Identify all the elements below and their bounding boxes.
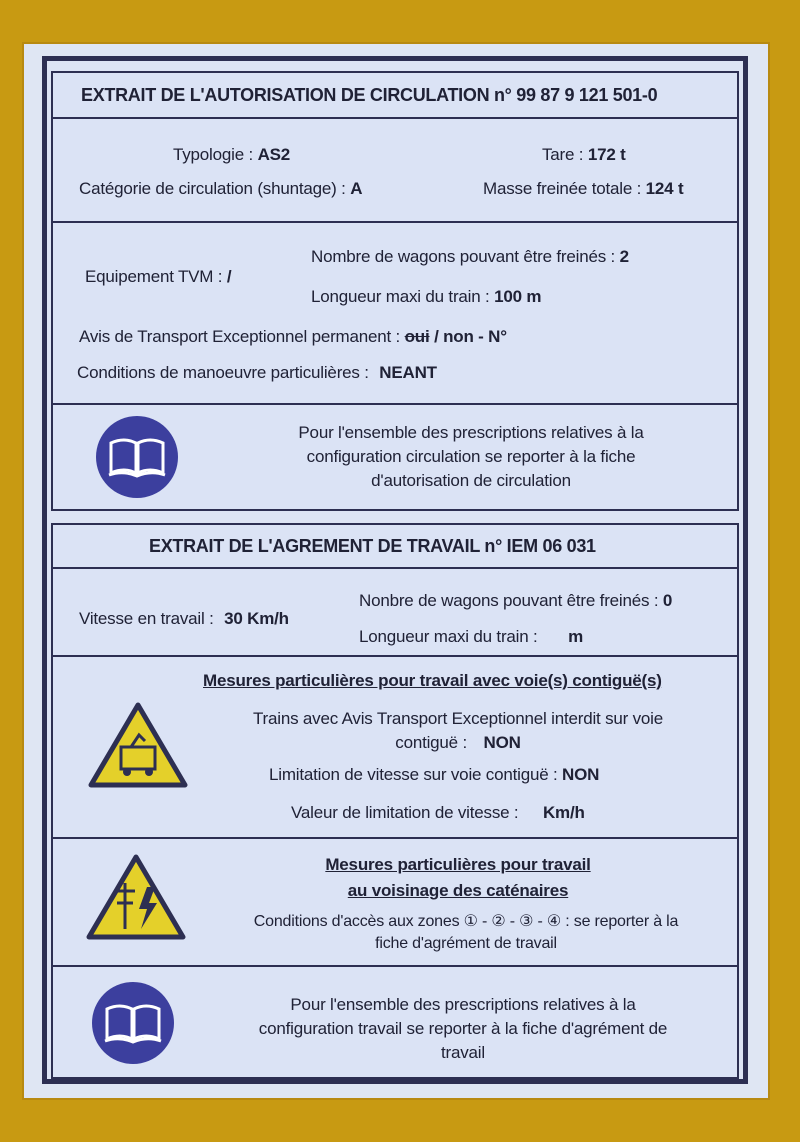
mesures-voie-contigue [51, 655, 739, 839]
equipement-info [51, 221, 739, 405]
trains-line2-value: NON [483, 733, 521, 752]
conditions-label: Conditions de manoeuvre particulières : [77, 363, 369, 382]
avis-oui: oui [404, 327, 430, 346]
catenaires-title1: Mesures particulières pour travail [325, 855, 591, 874]
typologie-row [173, 145, 290, 165]
vitesse-value: 30 Km/h [224, 609, 289, 628]
sign-plate [22, 42, 770, 1100]
travail-wagons-label: Nonbre de wagons pouvant être freinés : [359, 591, 659, 610]
catenaires-title2: au voisinage des caténaires [347, 881, 569, 900]
acces-line1: Conditions d'accès aux zones ① - ② - ③ - ④ : se reporter à la [253, 913, 679, 930]
categorie-label: Catégorie de circulation (shuntage) : [79, 179, 346, 198]
travail-wagons-row [359, 591, 672, 611]
avis-row [79, 327, 507, 347]
mesures-catenaires [51, 837, 739, 967]
longueur-value: 100 m [494, 287, 542, 306]
masse-value: 124 t [645, 179, 684, 198]
circulation-header [51, 71, 739, 119]
travail-note-line1: Pour l'ensemble des prescriptions relatives à la [290, 995, 636, 1014]
circulation-note-line3: d'autorisation de circulation [371, 471, 571, 490]
valeur-label: Valeur de limitation de vitesse : [291, 803, 519, 822]
longueur-label: Longueur maxi du train : [311, 287, 490, 306]
trains-line1: Trains avec Avis Transport Exceptionnel interdit sur voie [252, 709, 664, 728]
travail-note [51, 965, 739, 1079]
wagons-label: Nombre de wagons pouvant être freinés : [311, 247, 616, 266]
wagons-row [311, 247, 629, 267]
limitation-row [269, 765, 599, 785]
circulation-note-line2: configuration circulation se reporter à la fiche [306, 447, 636, 466]
travail-longueur-label: Longueur maxi du train : [359, 627, 538, 646]
trains-line2 [203, 733, 713, 753]
manual-icon [91, 981, 175, 1065]
trains-line2-label: contiguë : [395, 733, 467, 752]
circulation-note-line1: Pour l'ensemble des prescriptions relatives à la [298, 423, 644, 442]
valeur-row [291, 803, 585, 823]
conditions-row [77, 363, 437, 383]
travail-info [51, 567, 739, 657]
conditions-value: NEANT [379, 363, 437, 382]
tare-row [542, 145, 626, 165]
vitesse-row [79, 609, 289, 629]
avis-label: Avis de Transport Exceptionnel permanent : [79, 327, 401, 346]
travail-note-line3: travail [441, 1043, 485, 1062]
circulation-info [51, 117, 739, 223]
travail-header [51, 523, 739, 569]
manual-icon [95, 415, 179, 499]
limitation-label: Limitation de vitesse sur voie contiguë : [269, 765, 558, 784]
warning-track-icon [87, 701, 189, 789]
avis-rest: / non - N° [434, 327, 507, 346]
travail-longueur-row [359, 627, 583, 647]
circulation-note [51, 403, 739, 511]
acces-line2: fiche d'agrément de travail [375, 935, 557, 952]
travail-note-line2: configuration travail se reporter à la fiche d'agrément de [258, 1019, 668, 1038]
wagons-value: 2 [619, 247, 629, 266]
travail-wagons-value: 0 [662, 591, 673, 610]
tvm-label: Equipement TVM : [85, 267, 223, 286]
valeur-value: Km/h [542, 803, 585, 822]
categorie-value: A [350, 179, 363, 198]
sign-frame [42, 56, 748, 1084]
circulation-title: EXTRAIT DE L'AUTORISATION DE CIRCULATION n° 99 87 9 121 501-0 [81, 85, 658, 105]
limitation-value: NON [562, 765, 600, 784]
travail-longueur-value: m [568, 627, 583, 646]
typologie-label: Typologie : [173, 145, 254, 164]
longueur-row [311, 287, 541, 307]
travail-title: EXTRAIT DE L'AGREMENT DE TRAVAIL n° IEM 06 031 [149, 536, 596, 556]
vitesse-label: Vitesse en travail : [79, 609, 214, 628]
mesures-voie-title: Mesures particulières pour travail avec voie(s) contiguë(s) [203, 671, 662, 690]
tare-label: Tare : [542, 145, 584, 164]
tvm-row [85, 267, 231, 287]
warning-electric-icon [85, 853, 187, 941]
masse-label: Masse freinée totale : [483, 179, 642, 198]
tare-value: 172 t [587, 145, 626, 164]
masse-row [483, 179, 683, 199]
tvm-value: / [226, 267, 232, 286]
typologie-value: AS2 [257, 145, 291, 164]
categorie-row [79, 179, 362, 199]
